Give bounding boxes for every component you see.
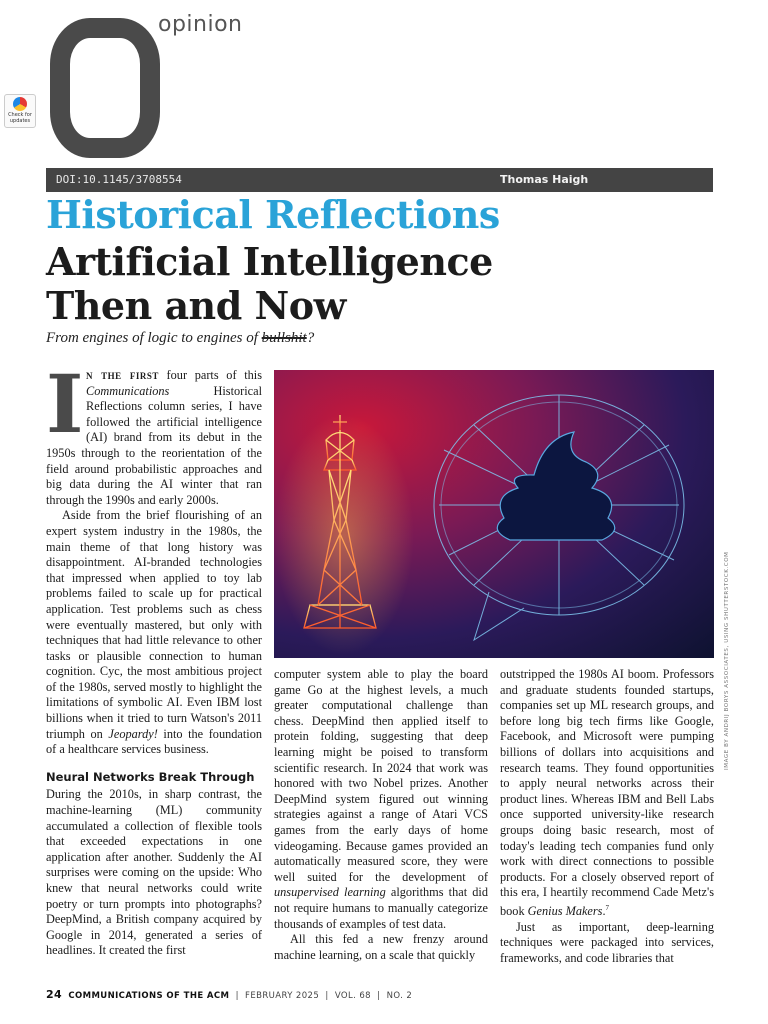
king-glow bbox=[274, 415, 414, 655]
deck-end: ? bbox=[306, 330, 315, 346]
crossmark-icon bbox=[13, 97, 27, 111]
issue-date: FEBRUARY 2025 bbox=[245, 991, 320, 1001]
publication-name: Communications bbox=[86, 383, 170, 398]
check-for-updates-badge[interactable] bbox=[4, 94, 36, 128]
doi-link[interactable]: DOI:10.1145/3708554 bbox=[56, 173, 182, 186]
section-logo-letter bbox=[50, 18, 160, 158]
paragraph-5: Just as important, deep-learning techniques were packaged into services, frameworks, and code libraries that bbox=[500, 919, 714, 965]
unsupervised-learning-term: unsupervised learning bbox=[274, 885, 386, 900]
column-kicker: Historical Reflections bbox=[46, 192, 500, 237]
title-line-1: Artificial Intelligence bbox=[46, 239, 493, 284]
page-footer: 24 COMMUNICATIONS OF THE ACM | FEBRUARY 2025 | VOL. 68 | NO. 2 bbox=[46, 988, 413, 1001]
paragraph-1-text-b: Historical Reflections column series, I have followed the artificial intelligence (AI) brand from its debut in the 1950s through to the reorientation of the field around probabilistic approaches and big data during the AI winter that ran through the 1990s and early 2000s. bbox=[46, 383, 262, 507]
paragraph-4: All this fed a new frenzy around machine learning, on a scale that quickly bbox=[274, 932, 488, 962]
article-title bbox=[46, 240, 493, 328]
subhead: Neural Networks Break Through bbox=[46, 769, 255, 784]
volume: VOL. 68 bbox=[334, 991, 371, 1001]
hero-svg bbox=[274, 370, 714, 658]
paragraph-3-continued bbox=[274, 667, 488, 932]
body-column-1 bbox=[46, 357, 262, 959]
author-name: Thomas Haigh bbox=[500, 173, 589, 186]
paragraph-2-end: into the foundation of a healthcare services business. bbox=[46, 726, 262, 757]
paragraph-3-text-b: algorithms that did not require humans to manually categorize thousands of examples of test data. bbox=[274, 885, 488, 931]
publication-name-footer: COMMUNICATIONS OF THE ACM bbox=[68, 991, 230, 1001]
deck-struck-word: bullshit bbox=[261, 330, 307, 346]
jeopardy-title: Jeopardy! bbox=[108, 726, 158, 741]
paragraph-4-text: outstripped the 1980s AI boom. Professors and graduate students founded startups, companies set up ML research groups, and before long big tech firms like Google, Facebook, and Microsoft were pumping billions of dollars into acquisitions and research teams. They found opportunities to apply neural networks across their product lines. Whereas IBM and Bell Labs once supported university-like research groups doing basic research, most of today's leading tech companies fund only work with direct connections to possible products. For a closely observed report of this era, I heartily recommend Cade Metz's book bbox=[500, 667, 714, 918]
paragraph-1-text-a: four parts of this bbox=[158, 368, 262, 382]
paragraph-3-text-a: computer system able to play the board game Go at the highest levels, a much greater computational challenge than chess. DeepMind then applied itself to protein folding, suggesting that deep learning might be poised to transform scientific research. In 2024 that work was honored with two Nobel prizes. Another DeepMind system figured out winning strategies against a range of Atari VCS games from the early days of home videogaming. Because games provided an automatically measured score, they were well suited for the development of bbox=[274, 667, 488, 884]
footnote-ref[interactable]: 7 bbox=[605, 903, 610, 912]
deck-text: From engines of logic to engines of bbox=[46, 330, 262, 346]
paragraph-1 bbox=[46, 357, 262, 508]
issue-number: NO. 2 bbox=[386, 991, 413, 1001]
image-credit: IMAGE BY ANDRIJ BORYS ASSOCIATES, USING SHUTTERSTOCK.COM bbox=[724, 551, 730, 770]
lead-in: n the first bbox=[86, 368, 159, 382]
page-number: 24 bbox=[46, 988, 63, 1001]
body-column-3 bbox=[500, 667, 714, 966]
section-label: opinion bbox=[158, 12, 243, 37]
body-column-2 bbox=[274, 667, 488, 963]
paragraph-2 bbox=[46, 508, 262, 758]
paragraph-2-text: Aside from the brief flourishing of an expert system industry in the 1980s, the main theme of that long history was disappointment. AI-branded technologies that impressed when applied to toy lab problems failed to scale up for practical application. Test problems such as chess were eventually mastered, but only with techniques that had little relevance to other tasks or plausible connection to human cognition. Cyc, the most ambitious project of the 1980s, served mostly to highlight the limitations of symbolic AI. Even IBM lost billions when it tried to turn Watson's 2011 triumph on bbox=[46, 508, 262, 741]
hero-illustration bbox=[274, 370, 714, 658]
paragraph-4-continued bbox=[500, 667, 714, 920]
title-line-2: Then and Now bbox=[46, 283, 346, 328]
paragraph-3: During the 2010s, in sharp contrast, the machine-learning (ML) community accumulated a collection of flexible tools that exceeded expectations in one application after another. Suddenly the AI surprises were coming on the upside: Who knew that neural networks could write poetry or turn prompts into photographs? DeepMind, a British company acquired by Google in 2014, generated a series of headlines. It created the first bbox=[46, 787, 262, 958]
doi-bar bbox=[46, 168, 713, 192]
book-title: Genius Makers bbox=[527, 904, 603, 918]
paragraph-4-end: . bbox=[602, 904, 606, 918]
check-updates-label: Check for updates bbox=[8, 112, 32, 124]
drop-cap: I bbox=[46, 357, 84, 451]
article-deck bbox=[46, 330, 314, 347]
poop-shape bbox=[497, 432, 614, 540]
